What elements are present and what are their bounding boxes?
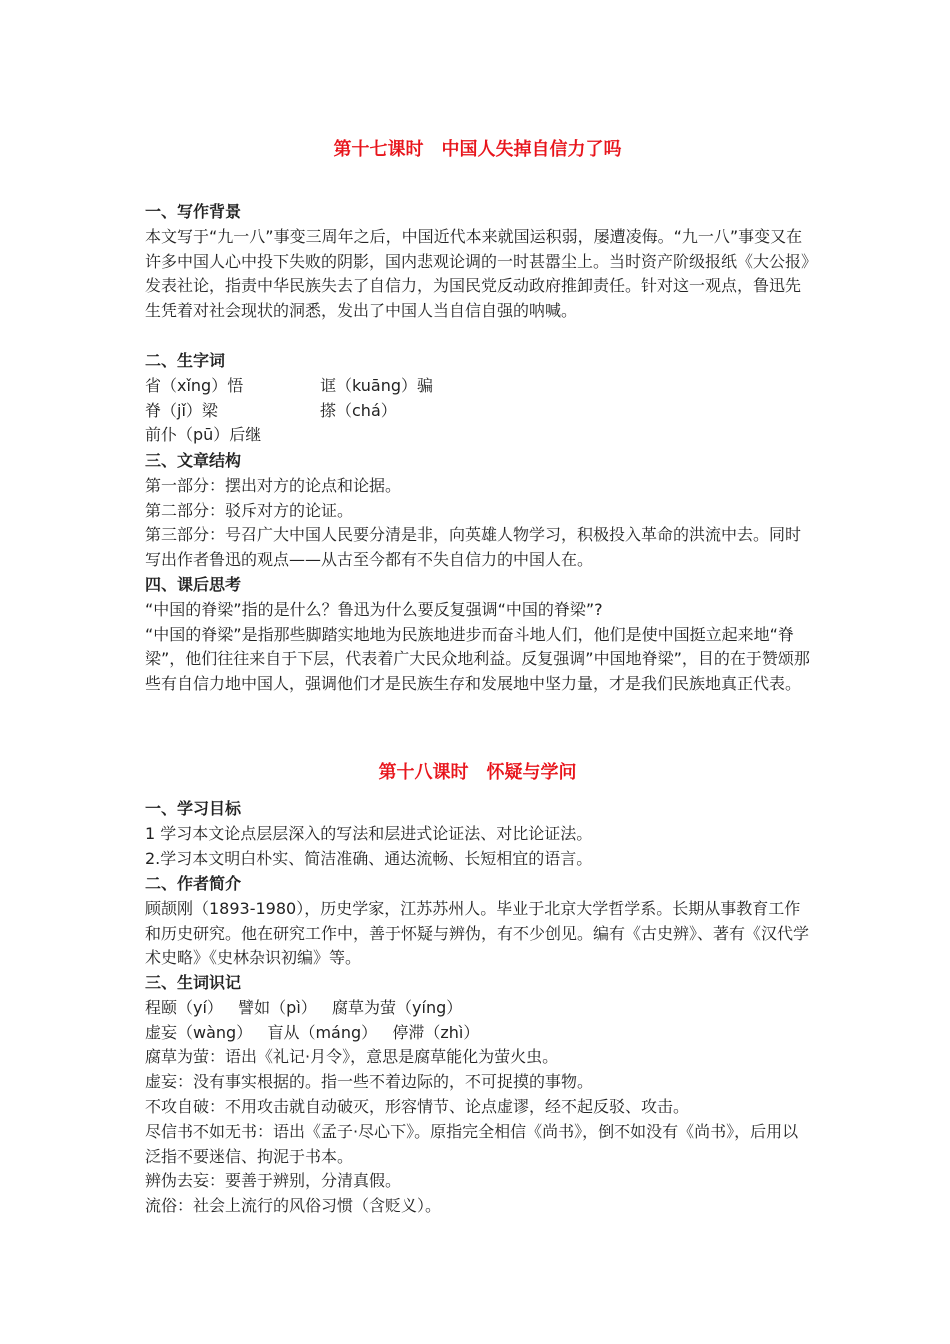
vocab-row [145, 423, 810, 448]
lesson18-section-goals [145, 797, 810, 871]
lesson18-section-author [145, 872, 810, 971]
definition: 虚妄：没有事实根据的。指一些不着边际的，不可捉摸的事物。 [145, 1072, 594, 1092]
section-heading: 一、学习目标 [145, 799, 242, 818]
paragraph: 顾颉刚（1893-1980），历史学家，江苏苏州人。毕业于北京大学哲学系。长期从事教育工作和历史研究。他在研究工作中，善于怀疑与辨伪，有不少创见。编有《古史辨》、著有《汉代学术史略》《史林杂识初编》等。 [145, 898, 810, 968]
vocab-item: 脊（jǐ）梁 [145, 400, 218, 420]
question: “中国的脊梁”指的是什么？鲁迅为什么要反复强调“中国的脊梁”? [145, 599, 603, 619]
lesson17-section-reflection [145, 573, 810, 697]
vocab-item: 省（xǐng）悟 [145, 375, 244, 395]
definition: 流俗：社会上流行的风俗习惯（含贬义）。 [145, 1196, 442, 1216]
vocab-row [145, 399, 810, 424]
definition: 腐草为萤：语出《礼记·月令》，意思是腐草能化为萤火虫。 [145, 1047, 559, 1067]
paragraph: 1 学习本文论点层层深入的写法和层进式论证法、对比论证法。 [145, 823, 593, 843]
lesson17-section-vocabulary [145, 349, 810, 448]
definition: 不攻自破：不用攻击就自动破灭，形容情节、论点虚谬，经不起反驳、攻击。 [145, 1096, 690, 1116]
vocab-row: 虚妄（wàng） 盲从（máng） 停滞（zhì） [145, 1022, 480, 1042]
lesson18-section-vocabulary [145, 971, 810, 1219]
paragraph: 第三部分：号召广大中国人民要分清是非，向英雄人物学习，积极投入革命的洪流中去。同时写出作者鲁迅的观点——从古至今都有不失自信力的中国人在。 [145, 525, 802, 570]
section-heading: 二、生字词 [145, 351, 226, 370]
vocab-row [145, 374, 810, 399]
vocab-row: 程颐（yí） 譬如（pì） 腐草为萤（yíng） [145, 997, 463, 1017]
answer: “中国的脊梁”是指那些脚踏实地地为民族地进步而奋斗地人们，他们是使中国挺立起来地“脊梁”，他们往往来自于下层，代表着广大民众地利益。反复强调”中国地脊梁”，目的在于赞颂那些有自信力地中国人，强调他们才是民族生存和发展地中坚力量，才是我们民族地真正代表。 [145, 624, 810, 694]
section-heading: 三、文章结构 [145, 451, 242, 470]
section-heading: 四、课后思考 [145, 575, 242, 594]
vocab-item: 诓（kuāng）骗 [320, 375, 434, 395]
lesson17-section-structure [145, 449, 810, 573]
paragraph: 第二部分：驳斥对方的论证。 [145, 500, 354, 520]
section-heading: 一、写作背景 [145, 202, 242, 221]
section-heading: 三、生词识记 [145, 973, 242, 992]
lesson18-title: 第十八课时 怀疑与学问 [378, 762, 577, 783]
vocab-item: 前仆（pū）后继 [145, 425, 262, 445]
lesson17-title: 第十七课时 中国人失掉自信力了吗 [333, 139, 622, 160]
definition: 尽信书不如无书：语出《孟子·尽心下》。原指完全相信《尚书》，倒不如没有《尚书》，后用以泛指不要迷信、拘泥于书本。 [145, 1121, 799, 1166]
lesson17-section-background [145, 200, 810, 324]
section-heading: 二、作者简介 [145, 874, 242, 893]
paragraph: 2.学习本文明白朴实、简洁准确、通达流畅、长短相宜的语言。 [145, 848, 593, 868]
paragraph: 第一部分：摆出对方的论点和论据。 [145, 475, 402, 495]
vocab-item: 搽（chá） [320, 400, 397, 420]
definition: 辨伪去妄：要善于辨别，分清真假。 [145, 1171, 402, 1191]
paragraph: 本文写于“九一八”事变三周年之后，中国近代本来就国运积弱，屡遭凌侮。“九一八”事变又在许多中国人心中投下失败的阴影，国内悲观论调的一时甚嚣尘上。当时资产阶级报纸《大公报》发表社论，指责中华民族失去了自信力，为国民党反动政府推卸责任。针对这一观点，鲁迅先生凭着对社会现状的洞悉，发出了中国人当自信自强的呐喊。 [145, 226, 810, 321]
